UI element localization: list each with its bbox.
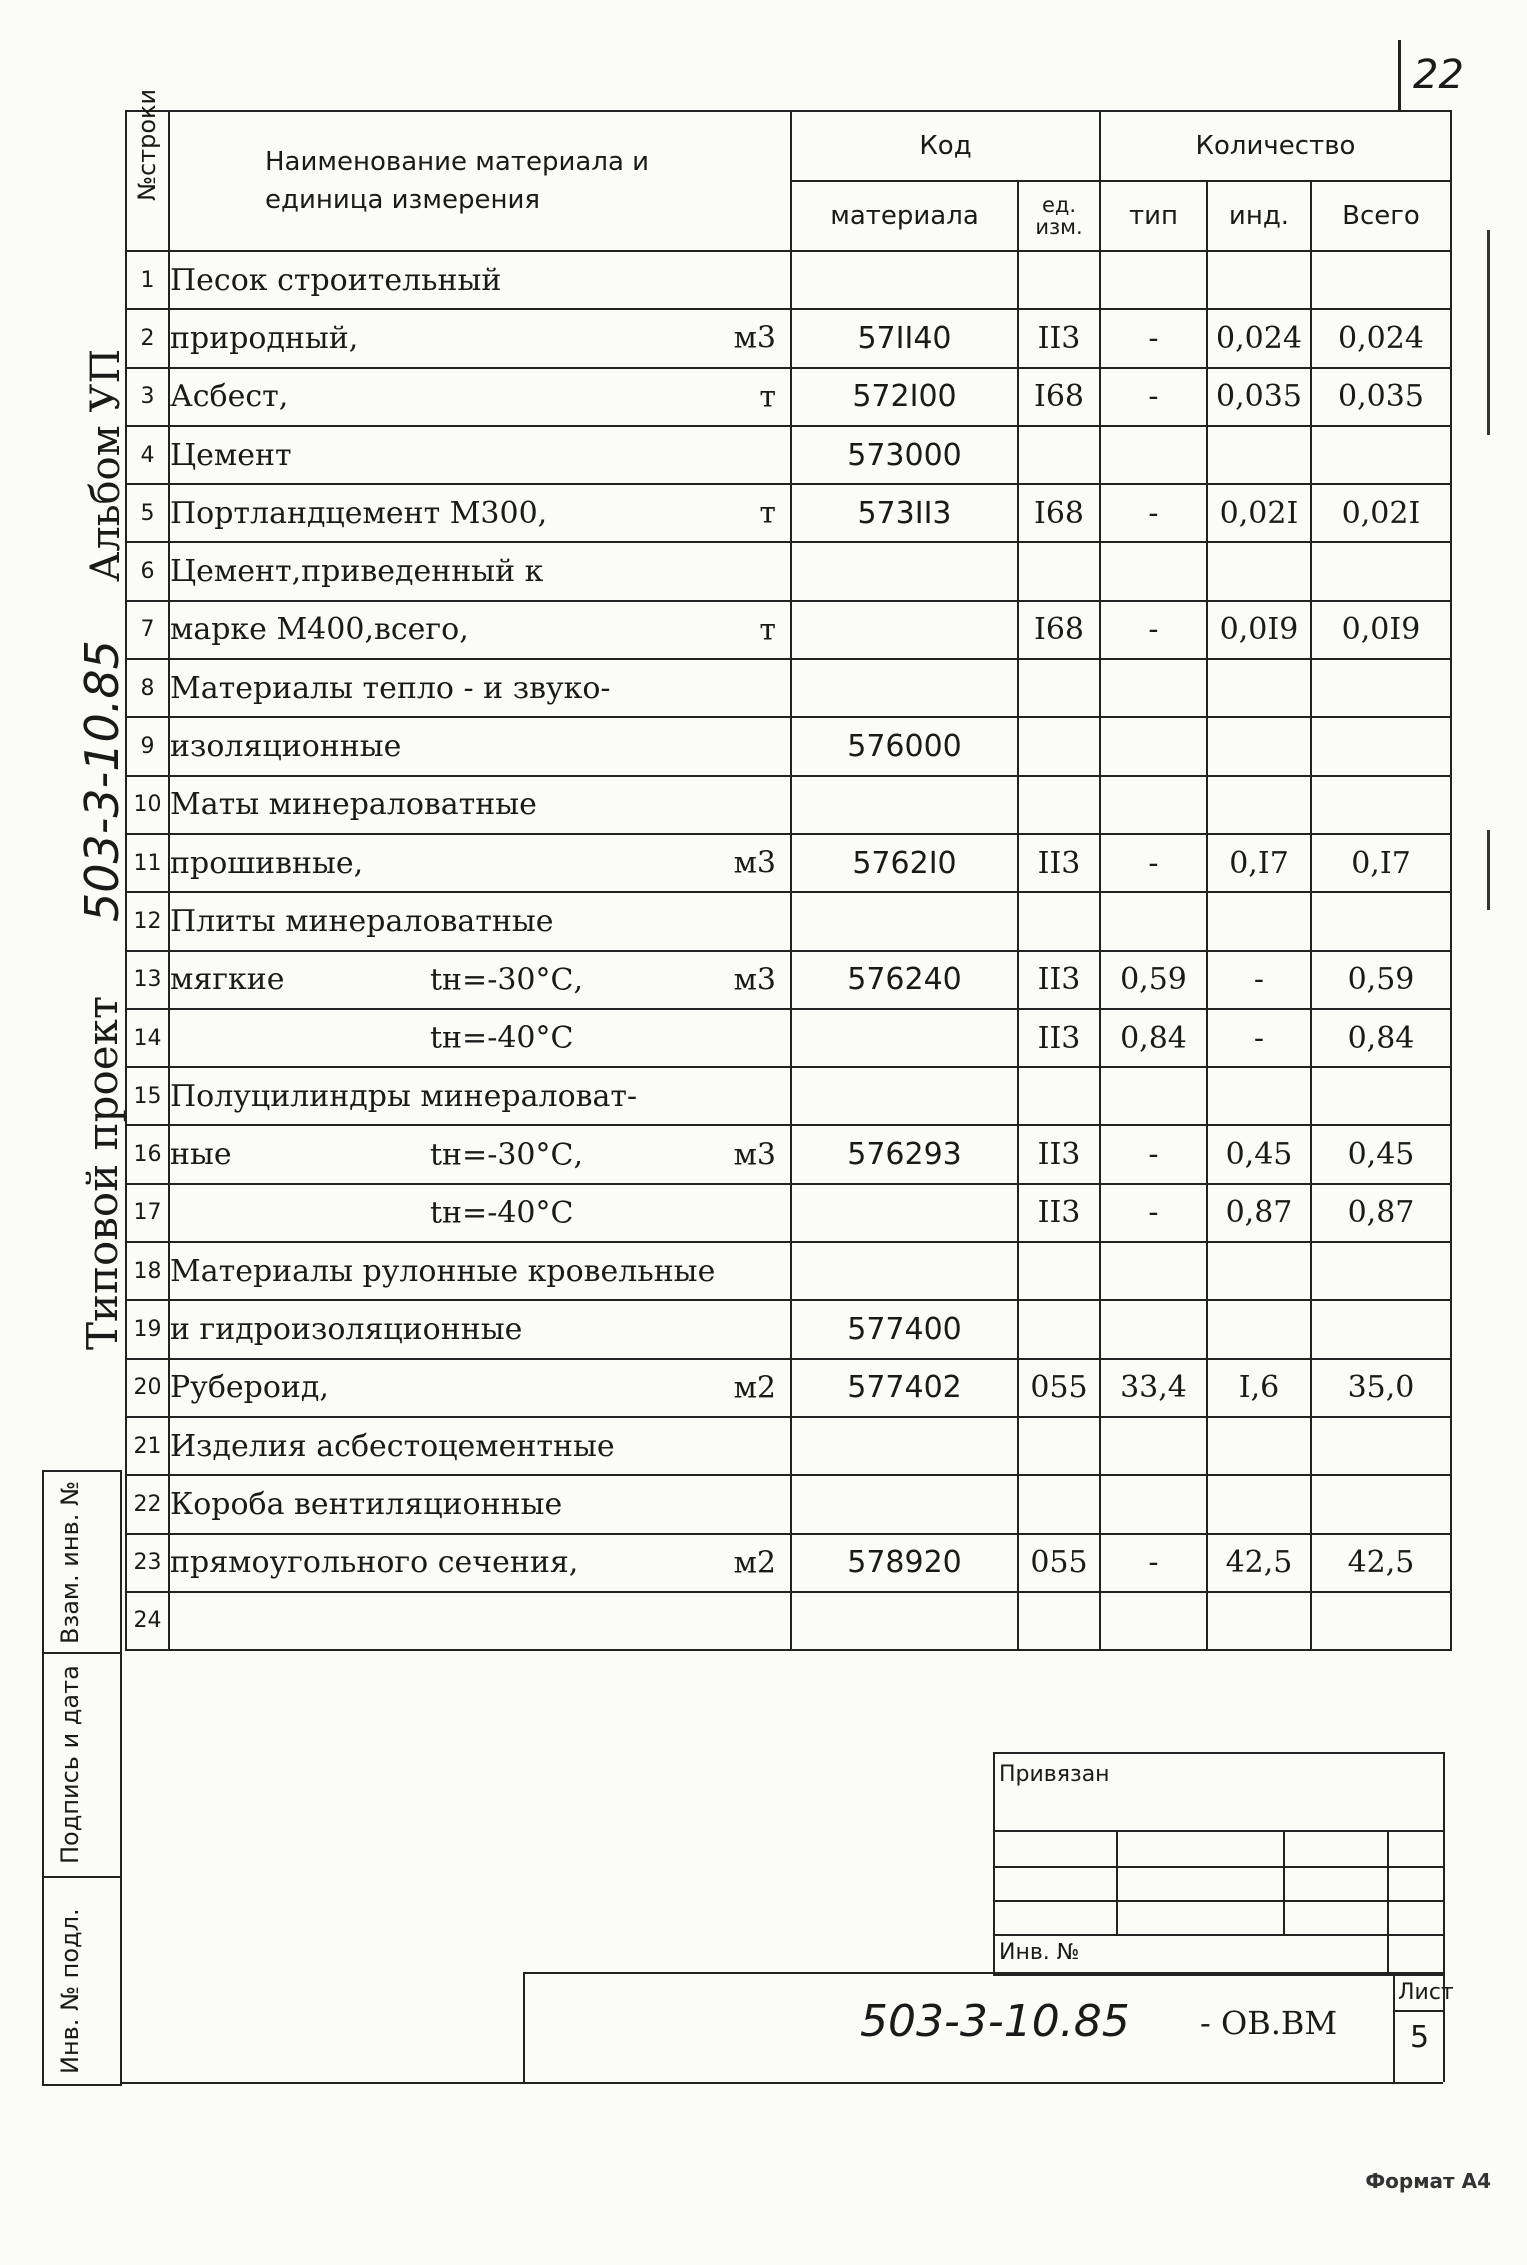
unit-code [1018, 1242, 1100, 1300]
materials-table [125, 88, 1452, 1651]
material-name: Портландцемент М300, [170, 495, 548, 531]
stamp-grid-line [1116, 1830, 1118, 1934]
qty-ind [1207, 426, 1311, 484]
material-name-cell [169, 659, 791, 717]
stamp-grid-line [1283, 1830, 1285, 1934]
material-name: прямоугольного сечения, [170, 1545, 579, 1581]
material-name-cell [169, 601, 791, 659]
row-number: 19 [126, 1300, 169, 1358]
material-name: Маты минераловатные [170, 787, 537, 823]
qty-type: - [1100, 601, 1207, 659]
unit-code: 055 [1018, 1359, 1100, 1417]
material-code: 577400 [791, 1300, 1018, 1358]
material-code [791, 892, 1018, 950]
qty-total [1311, 542, 1451, 600]
qty-total: 0,45 [1311, 1125, 1451, 1183]
qty-ind: 0,0I9 [1207, 601, 1311, 659]
qty-ind [1207, 892, 1311, 950]
qty-type [1100, 1417, 1207, 1475]
qty-ind [1207, 776, 1311, 834]
qty-type: 33,4 [1100, 1359, 1207, 1417]
qty-ind: 0,I7 [1207, 834, 1311, 892]
row-number: 1 [126, 251, 169, 309]
material-name-cell [169, 1475, 791, 1533]
material-name: мягкие [170, 962, 285, 998]
qty-type [1100, 892, 1207, 950]
strip-cell-podpis [44, 1654, 122, 1878]
qty-ind [1207, 1300, 1311, 1358]
material-name-cell [169, 1067, 791, 1125]
row-number: 6 [126, 542, 169, 600]
header-qty-type: тип [1100, 181, 1207, 251]
frame-right [1443, 1752, 1445, 2082]
title-block [523, 1972, 1454, 2084]
stamp-grid-line [995, 1830, 1445, 1832]
stamp-grid-line [995, 1866, 1445, 1868]
inv-podl-label: Инв. № подл. [56, 1908, 84, 2074]
material-code: 576240 [791, 951, 1018, 1009]
material-code [791, 776, 1018, 834]
unit-code [1018, 1475, 1100, 1533]
material-code: 57II40 [791, 309, 1018, 367]
row-number: 10 [126, 776, 169, 834]
frame-bottom [120, 2082, 1443, 2084]
qty-type [1100, 1242, 1207, 1300]
header-code-material: материала [791, 181, 1018, 251]
material-name-cell [169, 368, 791, 426]
table-row [126, 1125, 1451, 1183]
table-row [126, 1359, 1451, 1417]
material-name-cell [169, 1184, 791, 1242]
qty-ind [1207, 717, 1311, 775]
material-name-cell [169, 1242, 791, 1300]
unit-code [1018, 659, 1100, 717]
qty-total: 0,0I9 [1311, 601, 1451, 659]
material-name-cell [169, 717, 791, 775]
material-code [791, 1592, 1018, 1650]
row-number: 2 [126, 309, 169, 367]
qty-ind: - [1207, 951, 1311, 1009]
table-row [126, 892, 1451, 950]
temperature-spec: tн=-30°С, [430, 1137, 583, 1173]
material-name-cell [169, 484, 791, 542]
table-row [126, 659, 1451, 717]
material-name-cell [169, 1534, 791, 1592]
podpis-label: Подпись и дата [56, 1665, 84, 1864]
table-row [126, 1592, 1451, 1650]
sheet-number-divider [1398, 40, 1401, 110]
unit-code [1018, 1417, 1100, 1475]
qty-total [1311, 1592, 1451, 1650]
material-code [791, 1242, 1018, 1300]
unit-code: II3 [1018, 1125, 1100, 1183]
table-row [126, 1534, 1451, 1592]
list-divider [1393, 1974, 1395, 2084]
row-number: 20 [126, 1359, 169, 1417]
qty-total: 0,I7 [1311, 834, 1451, 892]
project-code-label: 503-3-10.85 [75, 640, 129, 922]
qty-ind: 42,5 [1207, 1534, 1311, 1592]
qty-total [1311, 426, 1451, 484]
qty-type [1100, 659, 1207, 717]
qty-ind [1207, 251, 1311, 309]
unit-code: II3 [1018, 951, 1100, 1009]
unit-code: II3 [1018, 834, 1100, 892]
row-number: 14 [126, 1009, 169, 1067]
header-row-number: №строки [126, 111, 169, 251]
material-name-cell [169, 1417, 791, 1475]
unit-code: 055 [1018, 1534, 1100, 1592]
material-name-cell [169, 1300, 791, 1358]
table-row [126, 834, 1451, 892]
material-name-cell [169, 309, 791, 367]
material-name: ные [170, 1137, 232, 1173]
material-code [791, 659, 1018, 717]
material-code: 573II3 [791, 484, 1018, 542]
row-number: 3 [126, 368, 169, 426]
qty-ind [1207, 1242, 1311, 1300]
table-row [126, 1242, 1451, 1300]
unit-code [1018, 542, 1100, 600]
list-divider [1393, 2010, 1445, 2012]
material-name: марке М400,всего, [170, 612, 469, 648]
material-name-cell [169, 1125, 791, 1183]
header-quantity: Количество [1100, 111, 1451, 181]
header-code-unit: ед. изм. [1018, 181, 1100, 251]
material-name-cell [169, 892, 791, 950]
material-code: 573000 [791, 426, 1018, 484]
qty-total: 0,035 [1311, 368, 1451, 426]
material-code [791, 1184, 1018, 1242]
material-code: 578920 [791, 1534, 1018, 1592]
material-name: и гидроизоляционные [170, 1311, 523, 1347]
unit-code: I68 [1018, 601, 1100, 659]
qty-ind [1207, 1067, 1311, 1125]
temperature-spec: tн=-30°С, [430, 962, 583, 998]
qty-type [1100, 426, 1207, 484]
material-code: 5762I0 [791, 834, 1018, 892]
qty-type: 0,84 [1100, 1009, 1207, 1067]
material-unit: м2 [733, 1545, 776, 1581]
row-number: 22 [126, 1475, 169, 1533]
qty-ind [1207, 1417, 1311, 1475]
table-row [126, 1417, 1451, 1475]
material-name: Рубероид, [170, 1370, 329, 1406]
qty-total: 0,84 [1311, 1009, 1451, 1067]
material-code [791, 601, 1018, 659]
table-row [126, 1067, 1451, 1125]
unit-code: II3 [1018, 309, 1100, 367]
material-unit: т [759, 379, 776, 415]
material-unit: м2 [733, 1370, 776, 1406]
qty-ind [1207, 542, 1311, 600]
material-name-cell [169, 1359, 791, 1417]
qty-type: - [1100, 309, 1207, 367]
material-name-cell [169, 542, 791, 600]
material-code: 576293 [791, 1125, 1018, 1183]
list-number: 5 [1410, 2020, 1430, 2055]
qty-type [1100, 251, 1207, 309]
strip-cell-inv [44, 1878, 122, 2082]
qty-type: - [1100, 368, 1207, 426]
material-name: прошивные, [170, 845, 364, 881]
list-label: Лист [1398, 1980, 1454, 2005]
qty-type: - [1100, 484, 1207, 542]
table-row [126, 1300, 1451, 1358]
header-name [169, 111, 791, 251]
qty-type [1100, 717, 1207, 775]
doc-code: 503-3-10.85 [860, 1996, 1130, 2047]
material-name: Короба вентиляционные [170, 1486, 563, 1522]
unit-code [1018, 776, 1100, 834]
material-unit: м3 [733, 845, 776, 881]
qty-total: 35,0 [1311, 1359, 1451, 1417]
privyazan-box [993, 1752, 1445, 1976]
unit-code [1018, 1067, 1100, 1125]
material-name-cell [169, 834, 791, 892]
material-name: Цемент,приведенный к [170, 554, 544, 590]
row-number: 13 [126, 951, 169, 1009]
format-label: Формат А4 [1365, 2169, 1491, 2193]
qty-total [1311, 717, 1451, 775]
qty-type [1100, 542, 1207, 600]
material-code [791, 542, 1018, 600]
unit-code [1018, 426, 1100, 484]
unit-code [1018, 717, 1100, 775]
qty-total [1311, 776, 1451, 834]
material-name-cell [169, 426, 791, 484]
material-name: изоляционные [170, 729, 402, 765]
material-name: Материалы тепло - и звуко- [170, 670, 611, 706]
table-row [126, 776, 1451, 834]
material-name: Песок строительный [170, 262, 502, 298]
material-code [791, 1475, 1018, 1533]
qty-total [1311, 1475, 1451, 1533]
vzam-label: Взам. инв. № [56, 1481, 84, 1644]
unit-code: II3 [1018, 1009, 1100, 1067]
qty-total [1311, 1417, 1451, 1475]
header-qty-total: Всего [1311, 181, 1451, 251]
table-row [126, 484, 1451, 542]
row-number: 15 [126, 1067, 169, 1125]
row-number: 21 [126, 1417, 169, 1475]
qty-ind: 0,024 [1207, 309, 1311, 367]
table-row [126, 717, 1451, 775]
table-row [126, 601, 1451, 659]
qty-ind: I,6 [1207, 1359, 1311, 1417]
material-name-cell [169, 776, 791, 834]
qty-total [1311, 659, 1451, 717]
material-unit: м3 [733, 320, 776, 356]
material-code [791, 1417, 1018, 1475]
row-number: 24 [126, 1592, 169, 1650]
unit-code: I68 [1018, 484, 1100, 542]
qty-total: 0,59 [1311, 951, 1451, 1009]
material-name: Цемент [170, 437, 292, 473]
qty-ind [1207, 659, 1311, 717]
material-name-cell [169, 1009, 791, 1067]
stamp-grid-line [1387, 1830, 1389, 1974]
qty-type [1100, 1475, 1207, 1533]
qty-ind: 0,035 [1207, 368, 1311, 426]
stamp-grid-line [995, 1900, 1445, 1902]
material-unit: т [759, 495, 776, 531]
album-label: Альбом УП [83, 348, 129, 582]
qty-total [1311, 1300, 1451, 1358]
qty-type: - [1100, 1184, 1207, 1242]
material-name: Полуцилиндры минераловат- [170, 1078, 638, 1114]
material-name: Асбест, [170, 379, 289, 415]
material-name-cell [169, 251, 791, 309]
doc-suffix: - ОВ.ВМ [1200, 2004, 1338, 2042]
material-unit: м3 [733, 962, 776, 998]
stamp-grid-line [995, 1934, 1445, 1936]
qty-type [1100, 1300, 1207, 1358]
material-code: 576000 [791, 717, 1018, 775]
qty-ind: - [1207, 1009, 1311, 1067]
qty-type [1100, 776, 1207, 834]
table-row [126, 1184, 1451, 1242]
header-code: Код [791, 111, 1100, 181]
unit-code [1018, 1592, 1100, 1650]
margin-line [1487, 830, 1490, 910]
row-number: 17 [126, 1184, 169, 1242]
material-code: 577402 [791, 1359, 1018, 1417]
row-number: 5 [126, 484, 169, 542]
qty-type: - [1100, 1534, 1207, 1592]
qty-total: 42,5 [1311, 1534, 1451, 1592]
qty-type [1100, 1592, 1207, 1650]
row-number: 23 [126, 1534, 169, 1592]
material-name: Плиты минераловатные [170, 903, 554, 939]
material-code [791, 251, 1018, 309]
row-number: 11 [126, 834, 169, 892]
unit-code: II3 [1018, 1184, 1100, 1242]
material-unit: т [759, 612, 776, 648]
privyazan-label: Привязан [999, 1762, 1110, 1787]
material-code [791, 1067, 1018, 1125]
qty-ind: 0,87 [1207, 1184, 1311, 1242]
qty-total [1311, 892, 1451, 950]
row-number: 7 [126, 601, 169, 659]
qty-ind: 0,02I [1207, 484, 1311, 542]
qty-type: - [1100, 834, 1207, 892]
strip-cell-vzam [44, 1472, 122, 1654]
row-number: 16 [126, 1125, 169, 1183]
material-name: Материалы рулонные кровельные [170, 1253, 716, 1289]
qty-total [1311, 1242, 1451, 1300]
project-type-label: Типовой проект [78, 995, 127, 1350]
temperature-spec: tн=-40°С [430, 1020, 574, 1056]
unit-code [1018, 1300, 1100, 1358]
qty-total: 0,02I [1311, 484, 1451, 542]
unit-code [1018, 892, 1100, 950]
qty-ind [1207, 1592, 1311, 1650]
material-name-cell [169, 951, 791, 1009]
material-name-cell [169, 1592, 791, 1650]
material-name: природный, [170, 320, 359, 356]
material-code: 572I00 [791, 368, 1018, 426]
table-row [126, 1009, 1451, 1067]
row-number: 12 [126, 892, 169, 950]
qty-ind [1207, 1475, 1311, 1533]
row-number: 9 [126, 717, 169, 775]
table-row [126, 309, 1451, 367]
header-qty-ind: инд. [1207, 181, 1311, 251]
qty-total: 0,87 [1311, 1184, 1451, 1242]
row-number: 4 [126, 426, 169, 484]
row-number: 8 [126, 659, 169, 717]
table-row [126, 1475, 1451, 1533]
material-unit: м3 [733, 1137, 776, 1173]
sheet-number: 22 [1413, 52, 1464, 98]
margin-line [1487, 230, 1490, 435]
table-row [126, 542, 1451, 600]
unit-code [1018, 251, 1100, 309]
qty-type: - [1100, 1125, 1207, 1183]
qty-total [1311, 251, 1451, 309]
header-name-text: Наименование материала и единица измерения [265, 147, 650, 215]
table-row [126, 368, 1451, 426]
qty-ind: 0,45 [1207, 1125, 1311, 1183]
row-number: 18 [126, 1242, 169, 1300]
table-row [126, 951, 1451, 1009]
strip-right-border [120, 1470, 122, 2082]
material-code [791, 1009, 1018, 1067]
approval-strip [42, 1470, 122, 2086]
qty-type: 0,59 [1100, 951, 1207, 1009]
table-row [126, 426, 1451, 484]
qty-type [1100, 1067, 1207, 1125]
table-row [126, 251, 1451, 309]
qty-total [1311, 1067, 1451, 1125]
material-name: Изделия асбестоцементные [170, 1428, 615, 1464]
qty-total: 0,024 [1311, 309, 1451, 367]
temperature-spec: tн=-40°С [430, 1195, 574, 1231]
inv-no-label: Инв. № [999, 1940, 1080, 1965]
unit-code: I68 [1018, 368, 1100, 426]
